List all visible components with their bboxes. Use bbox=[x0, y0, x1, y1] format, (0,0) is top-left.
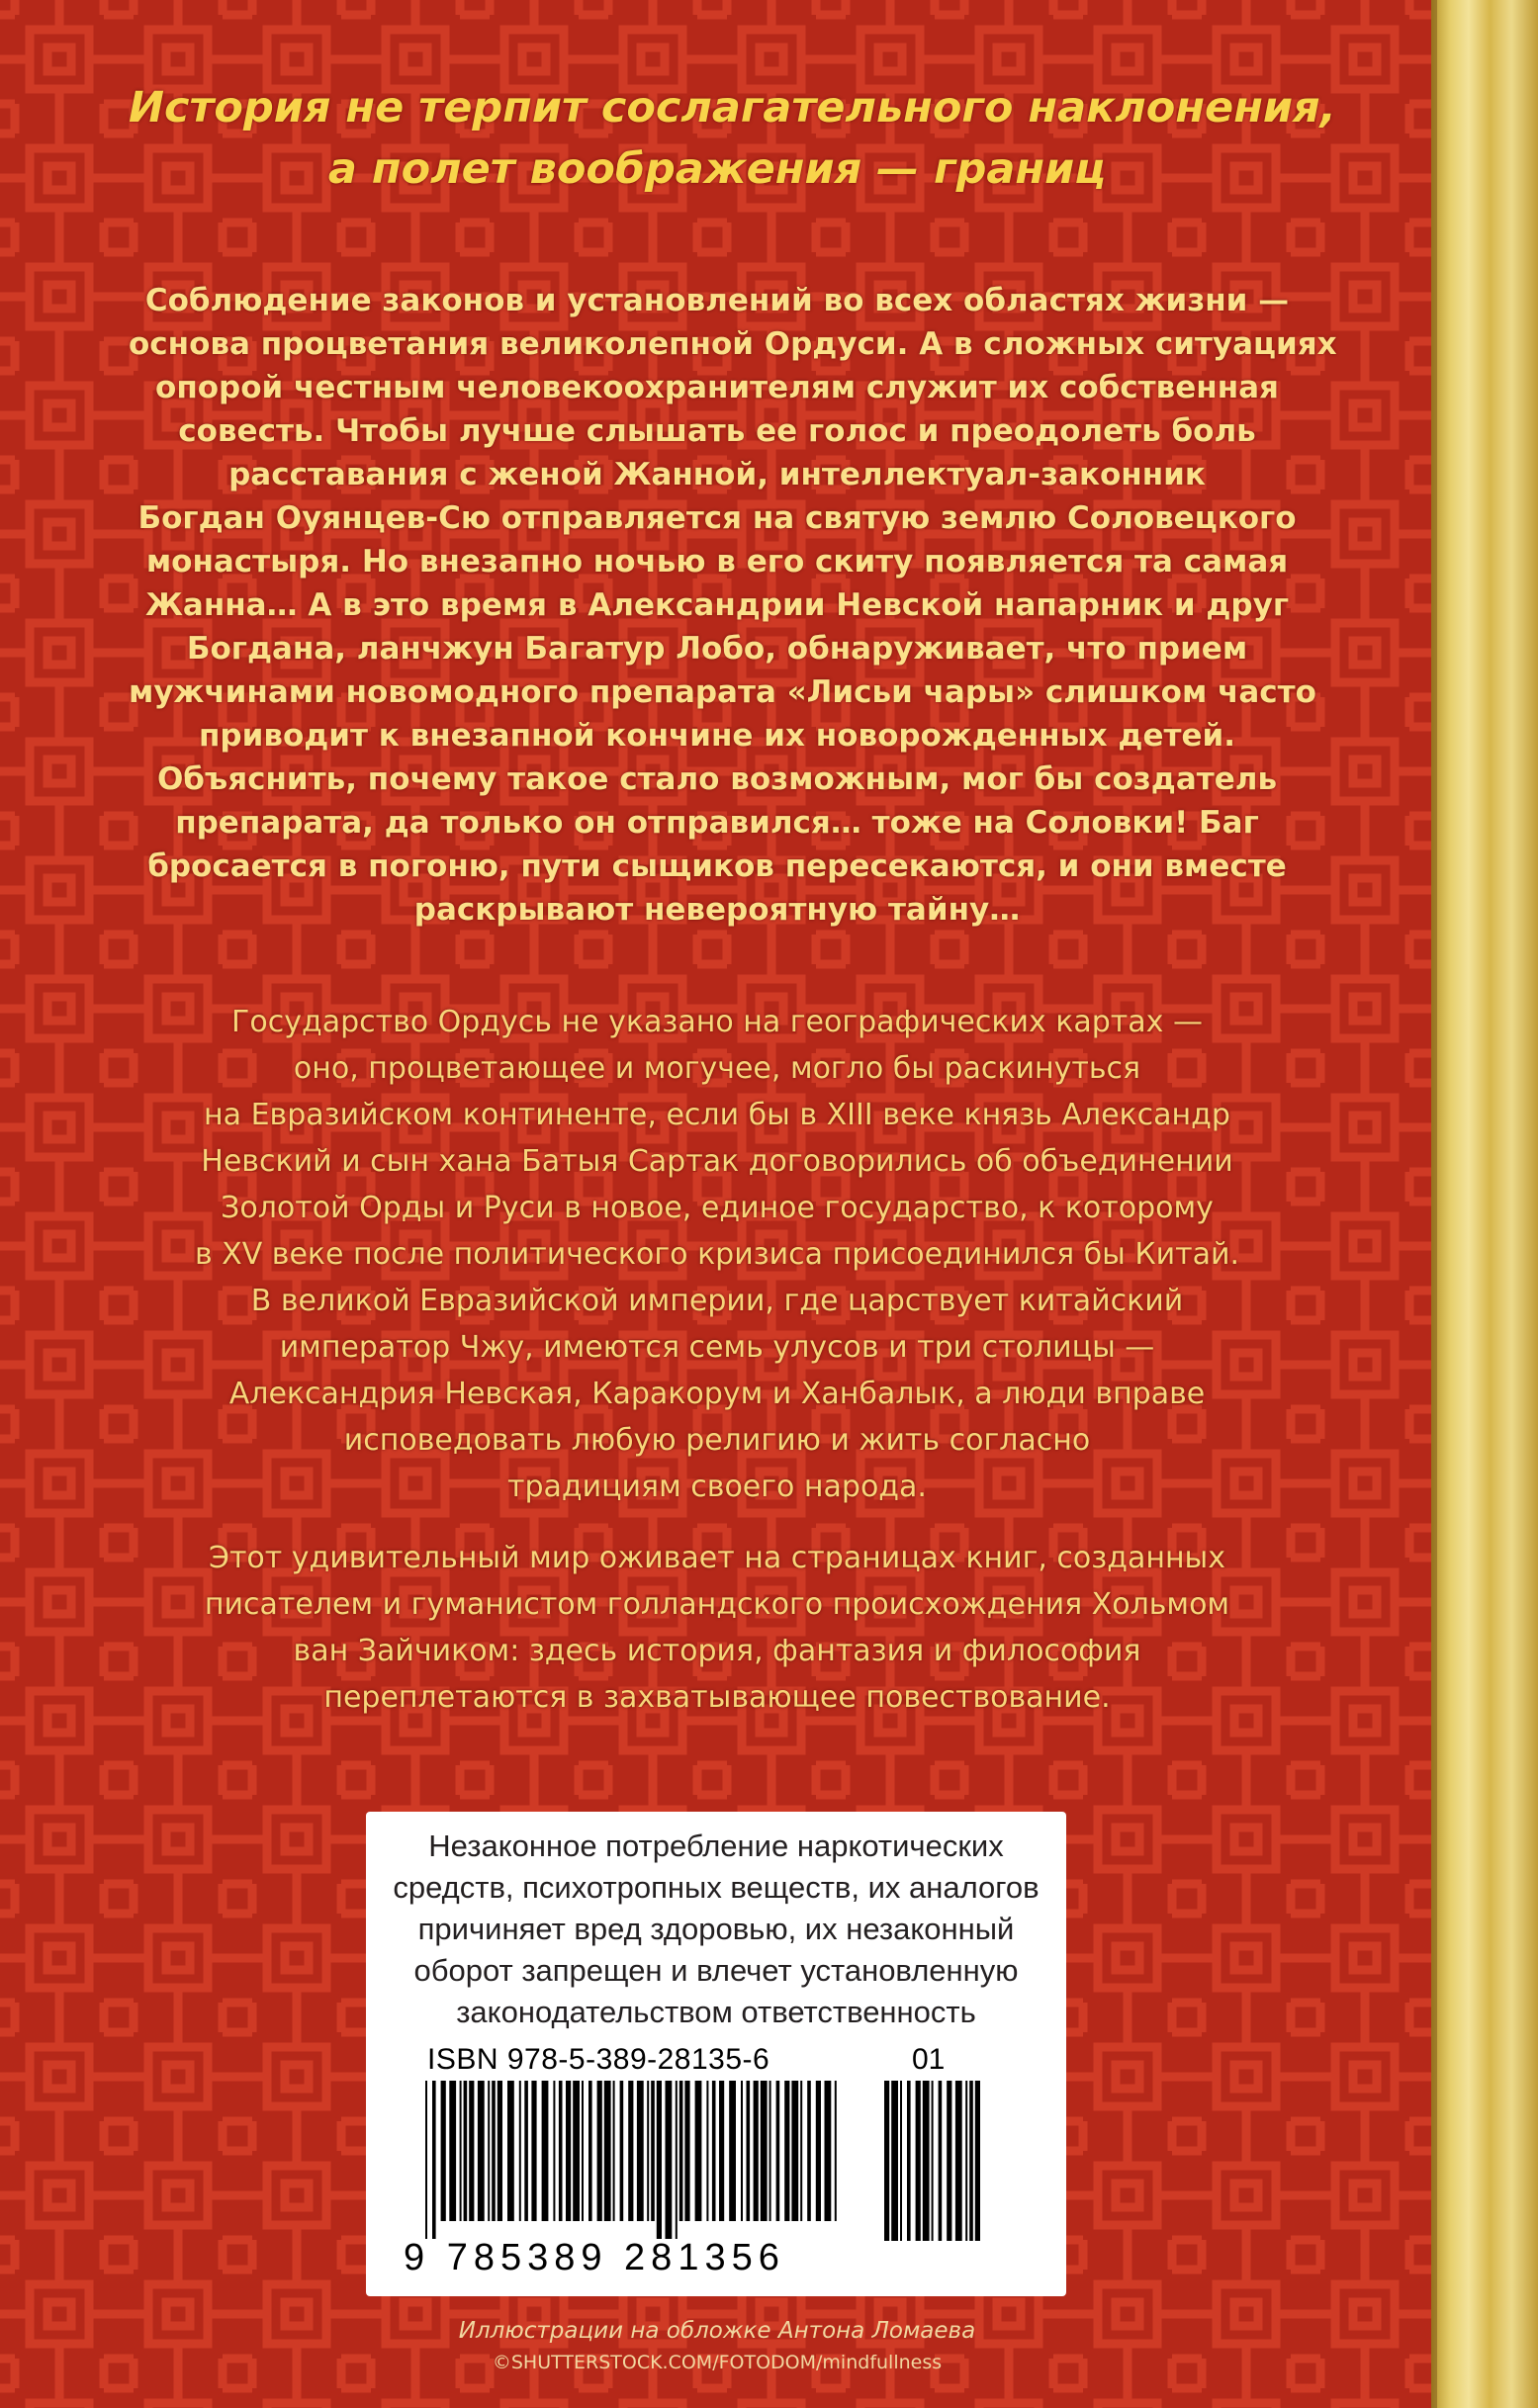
barcode-bar bbox=[684, 2081, 689, 2221]
barcode-bar bbox=[825, 2081, 832, 2221]
barcode-bar bbox=[695, 2081, 702, 2221]
barcode-bar bbox=[628, 2081, 633, 2221]
barcode-bar bbox=[729, 2081, 736, 2221]
barcode-bar bbox=[637, 2081, 644, 2221]
barcode-bar bbox=[900, 2081, 902, 2241]
addon-label: 01 bbox=[912, 2043, 946, 2076]
barcode-bar bbox=[492, 2081, 496, 2221]
barcode-bar bbox=[559, 2081, 563, 2221]
barcode-bar bbox=[524, 2081, 528, 2221]
text-line: в XV веке после политического кризиса присоединился бы Китай. bbox=[194, 1237, 1240, 1272]
barcode-bar bbox=[460, 2081, 462, 2221]
text-line: традициям своего народа. bbox=[507, 1470, 927, 1504]
text-line: на Евразийском континенте, если бы в XIII веке князь Александр bbox=[204, 1098, 1230, 1132]
text-line: ван Зайчиком: здесь история, фантазия и философия bbox=[293, 1634, 1141, 1668]
barcode-bar bbox=[947, 2081, 951, 2241]
barcode-bar bbox=[747, 2081, 751, 2221]
text-line: Невский и сын хана Батыя Сартак договорились об объединении bbox=[201, 1144, 1233, 1179]
headline-line: а полет воображения — границ bbox=[327, 144, 1107, 194]
barcode-bar bbox=[647, 2081, 649, 2221]
barcode-bar bbox=[965, 2081, 967, 2241]
text-line: Соблюдение законов и установлений во всех областях жизни — bbox=[144, 283, 1290, 318]
warning-line: законодательством ответственность bbox=[456, 1995, 976, 2029]
barcode-bar bbox=[588, 2081, 592, 2221]
barcode-bar bbox=[769, 2081, 771, 2221]
text-line: Богдана, ланчжун Багатур Лобо, обнаруживает, что прием bbox=[186, 631, 1248, 667]
barcode-bar bbox=[498, 2081, 502, 2221]
text-line: Александрия Невская, Каракорум и Ханбалык, а люди вправе bbox=[228, 1377, 1206, 1411]
barcode-bar bbox=[620, 2081, 624, 2221]
barcode-bar bbox=[891, 2081, 898, 2241]
isbn-label: ISBN 978-5-389-28135-6 bbox=[427, 2043, 770, 2076]
text-line: мужчинами новомодного препарата «Лисьи чары» слишком часто bbox=[129, 674, 1316, 710]
warning-line: причиняет вред здоровью, их незаконный bbox=[417, 1912, 1015, 1946]
text-line: препарата, да только он отправился… тоже на Соловки! Баг bbox=[175, 805, 1259, 841]
text-line: Объяснить, почему такое стало возможным, мог бы создатель bbox=[156, 761, 1278, 797]
barcode-bar bbox=[791, 2081, 798, 2221]
text-line: монастыря. Но внезапно ночью в его скиту появляется та самая bbox=[145, 544, 1289, 580]
text-line: раскрывают невероятную тайну… bbox=[413, 892, 1021, 928]
addon-barcode bbox=[884, 2081, 983, 2259]
text-line: Жанна… А в это время в Александрии Невской напарник и друг bbox=[144, 587, 1290, 623]
barcode-bar bbox=[425, 2081, 427, 2239]
barcode-bar bbox=[679, 2081, 683, 2221]
barcode-bar bbox=[807, 2081, 811, 2221]
text-line: оно, процветающее и могучее, могло бы раскинуться bbox=[293, 1051, 1141, 1086]
barcode-bar bbox=[706, 2081, 708, 2221]
barcode-bar bbox=[776, 2081, 780, 2221]
barcode-bar bbox=[923, 2081, 930, 2241]
barcode-bar bbox=[613, 2081, 615, 2221]
text-line: Государство Ордусь не указано на географических картах — bbox=[231, 1005, 1203, 1039]
world-description-paragraph bbox=[129, 999, 1306, 1510]
barcode-bar bbox=[469, 2081, 474, 2221]
author-paragraph bbox=[129, 1535, 1306, 1721]
text-line: император Чжу, имеются семь улусов и три столицы — bbox=[279, 1330, 1155, 1365]
barcode-bar bbox=[666, 2081, 673, 2239]
isbn-barcode bbox=[425, 2081, 841, 2239]
barcode-bar bbox=[761, 2081, 768, 2221]
barcode-bar bbox=[519, 2081, 521, 2221]
barcode-bar bbox=[975, 2081, 980, 2241]
text-line: расставания с женой Жанной, интеллектуал-законник bbox=[228, 457, 1206, 492]
barcode-bar bbox=[754, 2081, 759, 2221]
barcode-bar bbox=[800, 2081, 802, 2221]
headline-line: История не терпит сослагательного наклонения, bbox=[129, 83, 1336, 133]
text-line: совесть. Чтобы лучше слышать ее голос и преодолеть боль bbox=[178, 413, 1256, 449]
barcode-bar bbox=[597, 2081, 602, 2221]
barcode-bar bbox=[531, 2081, 536, 2221]
barcode-bar bbox=[741, 2081, 743, 2221]
barcode-bar bbox=[441, 2081, 446, 2221]
stock-credit: ©SHUTTERSTOCK.COM/FOTODOM/mindfullness bbox=[492, 2352, 943, 2373]
barcode-bar bbox=[907, 2081, 911, 2241]
barcode-bar bbox=[449, 2081, 456, 2221]
barcode-bar bbox=[884, 2081, 889, 2241]
barcode-bar bbox=[542, 2081, 549, 2221]
barcode-bar bbox=[478, 2081, 485, 2221]
barcode-bar bbox=[657, 2081, 662, 2239]
barcode-bar bbox=[835, 2081, 837, 2221]
text-line: бросается в погоню, пути сыщиков пересекаются, и они вместе bbox=[147, 848, 1287, 884]
barcode-bar bbox=[712, 2081, 716, 2221]
barcode-bar bbox=[582, 2081, 584, 2221]
text-line: основа процветания великолепной Ордуси. А в сложных ситуациях bbox=[129, 326, 1337, 362]
barcode-bar bbox=[939, 2081, 943, 2241]
barcode-bar bbox=[464, 2081, 468, 2221]
text-line: Золотой Орды и Руси в новое, единое государство, к которому bbox=[221, 1191, 1214, 1225]
synopsis-paragraph bbox=[129, 279, 1337, 932]
barcode-bar bbox=[955, 2081, 962, 2241]
barcode-bar bbox=[488, 2081, 490, 2221]
illustration-credit: Иллюстрации на обложке Антона Ломаева bbox=[458, 2318, 976, 2344]
barcode-bar bbox=[719, 2081, 724, 2221]
legal-warning-text bbox=[366, 1826, 1066, 2033]
barcode-bar bbox=[553, 2081, 555, 2221]
warning-line: оборот запрещен и влечет установленную bbox=[413, 1953, 1019, 1988]
warning-line: Незаконное потребление наркотических bbox=[428, 1828, 1004, 1863]
credits bbox=[129, 2314, 1306, 2377]
barcode-bar bbox=[432, 2081, 436, 2239]
warning-line: средств, психотропных веществ, их аналогов bbox=[393, 1870, 1040, 1905]
barcode-bar bbox=[507, 2081, 514, 2221]
barcode-bar bbox=[651, 2081, 655, 2221]
text-line: приводит к внезапной кончине их новорожденных детей. bbox=[199, 718, 1235, 754]
barcode-bar bbox=[573, 2081, 580, 2221]
text-line: исповедовать любую религию и жить согласно bbox=[343, 1423, 1091, 1458]
gold-spine-strip bbox=[1431, 0, 1538, 2408]
barcode-bar bbox=[784, 2081, 789, 2221]
gold-strip-shadow bbox=[1431, 0, 1437, 2408]
barcode-bar bbox=[969, 2081, 973, 2241]
text-line: Этот удивительный мир оживает на страницах книг, созданных bbox=[209, 1541, 1225, 1575]
text-line: В великой Евразийской империи, где царствует китайский bbox=[250, 1284, 1184, 1318]
barcode-bar bbox=[676, 2081, 678, 2239]
text-line: опорой честным человекоохранителям служит их собственная bbox=[155, 370, 1279, 405]
legal-warning-box bbox=[366, 1812, 1066, 2296]
text-line: писателем и гуманистом голландского происхождения Хольмом bbox=[204, 1587, 1230, 1622]
text-line: Богдан Оуянцев-Сю отправляется на святую землю Соловецкого bbox=[137, 500, 1297, 536]
headline bbox=[129, 77, 1336, 200]
barcode-bar bbox=[816, 2081, 821, 2221]
text-line: переплетаются в захватывающее повествование. bbox=[323, 1680, 1111, 1715]
barcode-bar bbox=[916, 2081, 921, 2241]
barcode-bar bbox=[566, 2081, 571, 2221]
barcode-bar bbox=[932, 2081, 934, 2241]
barcode-bar bbox=[604, 2081, 611, 2221]
barcode-digits: 9 785389 281356 bbox=[404, 2237, 785, 2278]
